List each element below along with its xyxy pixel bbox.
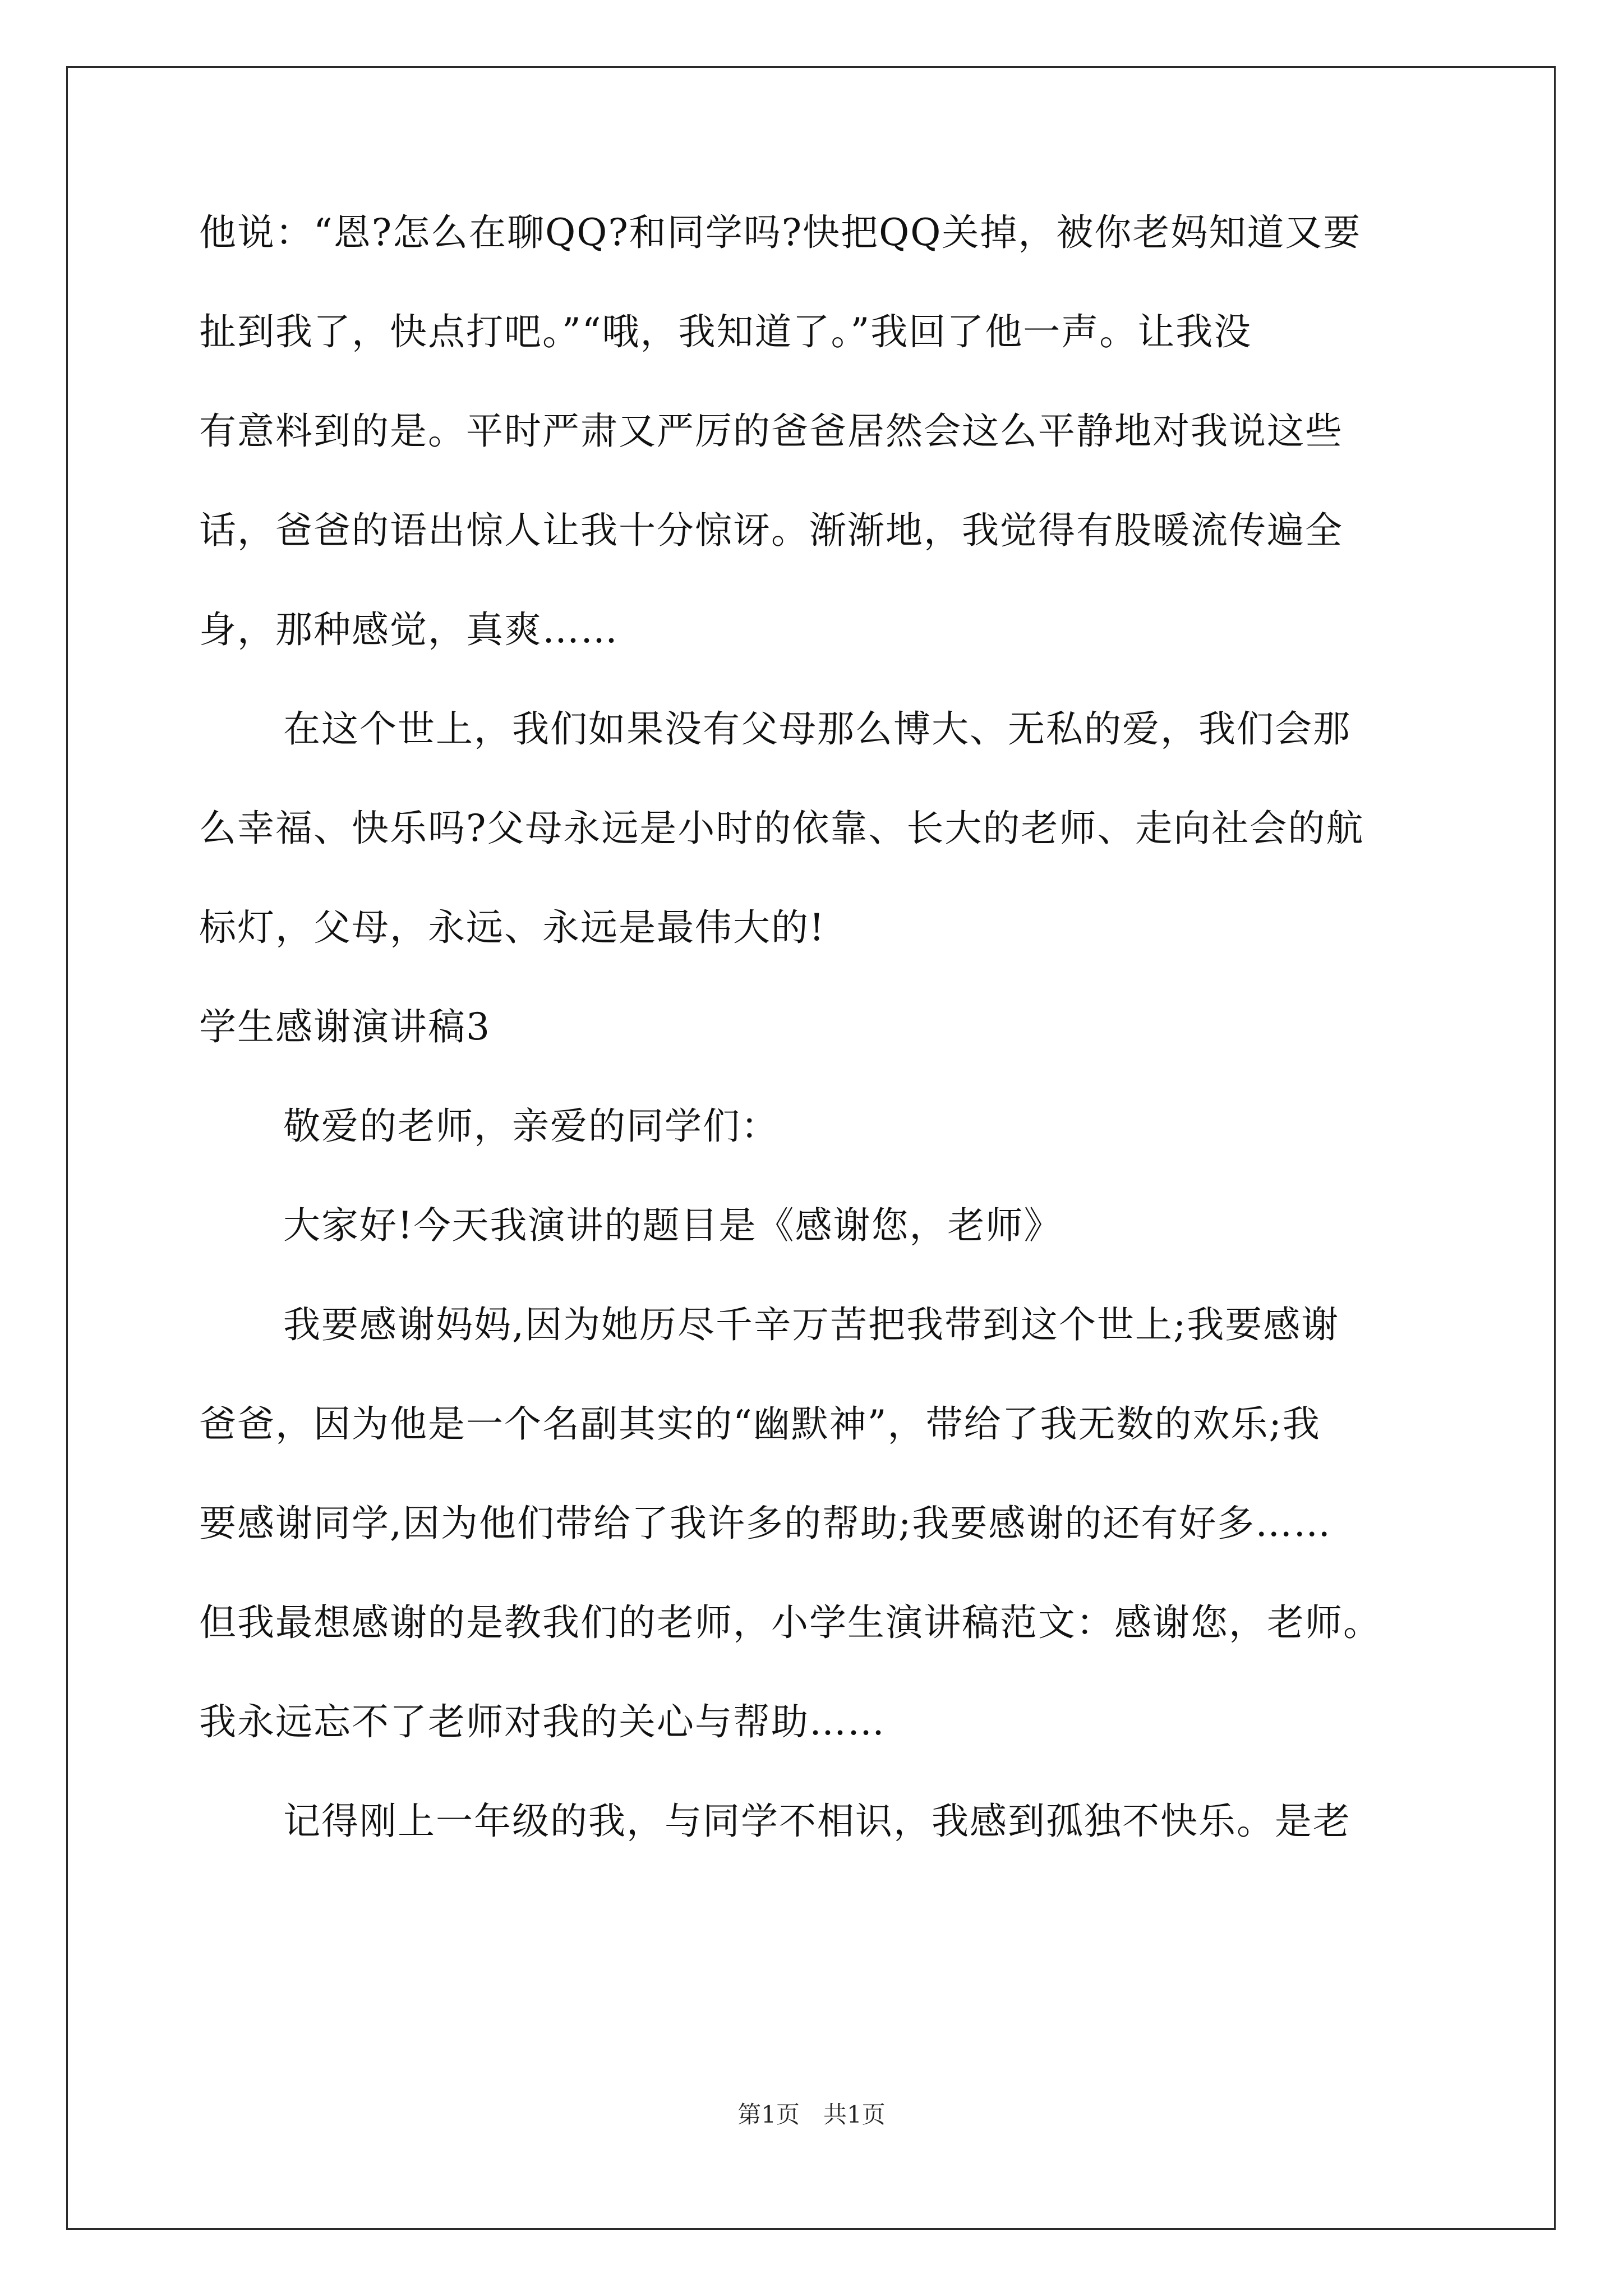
text-line: 但我最想感谢的是教我们的老师，小学生演讲稿范文：感谢您，老师。 xyxy=(199,1601,1381,1644)
greeting-line: 大家好!今天我演讲的题目是《感谢您，老师》 xyxy=(283,1204,1062,1247)
text-line: 要感谢同学,因为他们带给了我许多的帮助;我要感谢的还有好多…… xyxy=(199,1502,1332,1545)
text-line: 他说：“恩?怎么在聊QQ?和同学吗?快把QQ关掉，被你老妈知道又要 xyxy=(199,211,1362,254)
text-line: 有意料到的是。平时严肃又严厉的爸爸居然会这么平静地对我说这些 xyxy=(199,409,1343,453)
paragraph-first-line: 我要感谢妈妈,因为她历尽千辛万苦把我带到这个世上;我要感谢 xyxy=(283,1303,1340,1346)
section-heading: 学生感谢演讲稿3 xyxy=(199,1005,491,1048)
text-line: 身，那种感觉，真爽…… xyxy=(199,608,619,651)
text-line: 扯到我了，快点打吧。”“哦，我知道了。”我回了他一声。让我没 xyxy=(199,310,1252,353)
page-number-footer: 第1页 共1页 xyxy=(737,2101,886,2128)
text-line: 爸爸，因为他是一个名副其实的“幽默神”，带给了我无数的欢乐;我 xyxy=(199,1402,1321,1446)
paragraph-first-line: 记得刚上一年级的我，与同学不相识，我感到孤独不快乐。是老 xyxy=(283,1800,1351,1843)
text-line: 标灯，父母，永远、永远是最伟大的! xyxy=(199,906,826,949)
text-line: 话，爸爸的语出惊人让我十分惊讶。渐渐地，我觉得有股暖流传遍全 xyxy=(199,509,1343,552)
text-line: 我永远忘不了老师对我的关心与帮助…… xyxy=(199,1700,886,1743)
salutation: 敬爱的老师，亲爱的同学们： xyxy=(283,1105,779,1148)
paragraph-first-line: 在这个世上，我们如果没有父母那么博大、无私的爱，我们会那 xyxy=(283,707,1351,751)
text-line: 么幸福、快乐吗?父母永远是小时的依靠、长大的老师、走向社会的航 xyxy=(199,807,1364,850)
